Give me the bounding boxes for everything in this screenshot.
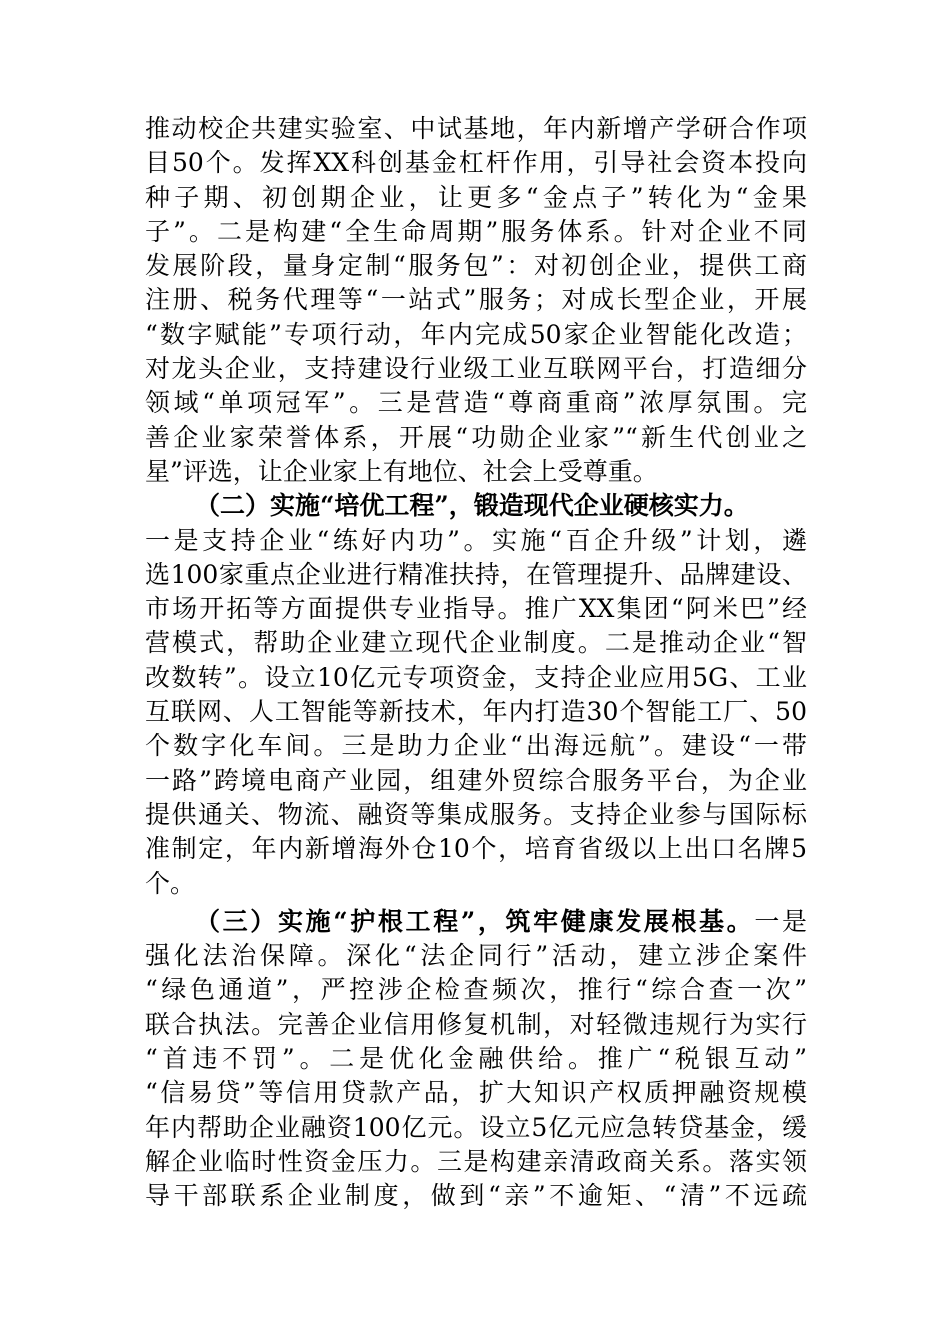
document-body [145,112,807,1214]
text-line: 推动校企共建实验室、中试基地，年内新增产学研合作项 [145,114,807,143]
text-line: 强化法治保障。深化“法企同行”活动，建立涉企案件 [145,941,807,971]
text-line: 提供通关、物流、融资等集成服务。支持企业参与国际标 [145,799,807,829]
text-line: 一是支持企业“练好内功”。实施“百企升级”计划，遴 [145,525,807,555]
text-line: 星”评选，让企业家上有地位、社会上受尊重。 [145,456,658,486]
section-heading-line [145,489,807,523]
text-line: 目50个。发挥XX科创基金杠杆作用，引导社会资本投向 [145,148,807,178]
text-line: “信易贷”等信用贷款产品，扩大知识产权质押融资规模 [145,1078,807,1108]
text-line: 善企业家荣誉体系，开展“功勋企业家”“新生代创业之 [145,422,807,452]
section-heading: （二）实施“培优工程”，锻造现代企业硬核实力。 [195,491,749,521]
text-line: 一路”跨境电商产业园，组建外贸综合服务平台，为企业 [145,765,807,795]
text-line: 改数转”。设立10亿元专项资金，支持企业应用5G、工业 [145,662,807,692]
text-line: “首违不罚”。二是优化金融供给。推广“税银互动” [145,1044,807,1074]
text-line: 发展阶段，量身定制“服务包”：对初创企业，提供工商 [145,251,807,281]
text-line: 导干部联系企业制度，做到“亲”不逾矩、“清”不远疏 [145,1181,807,1211]
text-line: 年内帮助企业融资100亿元。设立5亿元应急转贷基金，缓 [145,1112,807,1142]
section-heading-line [145,905,807,939]
text-line: 领域“单项冠军”。三是营造“尊商重商”浓厚氛围。完 [145,388,807,418]
text-line: 互联网、人工智能等新技术，年内打造30个智能工厂、50 [145,697,807,727]
text-line: 子”。二是构建“全生命周期”服务体系。针对企业不同 [145,216,807,246]
paragraph-1 [145,112,807,489]
paragraph-2 [145,489,807,901]
text-line: 对龙头企业，支持建设行业级工业互联网平台，打造细分 [145,354,807,384]
text-line: 选100家重点企业进行精准扶持，在管理提升、品牌建设、 [145,559,807,589]
text-line: 种子期、初创期企业，让更多“金点子”转化为“金果 [145,182,807,212]
text-line: 个数字化车间。三是助力企业“出海远航”。建设“一带 [145,731,807,761]
text-line: 解企业临时性资金压力。三是构建亲清政商关系。落实领 [145,1146,807,1176]
text-line: 注册、税务代理等“一站式”服务；对成长型企业，开展 [145,285,807,315]
text-line: 市场开拓等方面提供专业指导。推广XX集团“阿米巴”经 [145,594,807,624]
paragraph-3 [145,905,807,1214]
text-line: 个。 [145,868,196,898]
text-line: 营模式，帮助企业建立现代企业制度。二是推动企业“智 [145,628,807,658]
text-line: “绿色通道”，严控涉企检查频次，推行“综合查一次” [145,975,807,1005]
section-heading: （三）实施“护根工程”，筑牢健康发展根基。 [195,906,755,936]
text-line: 联合执法。完善企业信用修复机制，对轻微违规行为实行 [145,1009,807,1039]
text-line: “数字赋能”专项行动，年内完成50家企业智能化改造； [145,319,807,349]
text-line: 准制定，年内新增海外仓10个，培育省级以上出口名牌5 [145,834,807,864]
section-heading-tail: 一是 [754,906,807,936]
